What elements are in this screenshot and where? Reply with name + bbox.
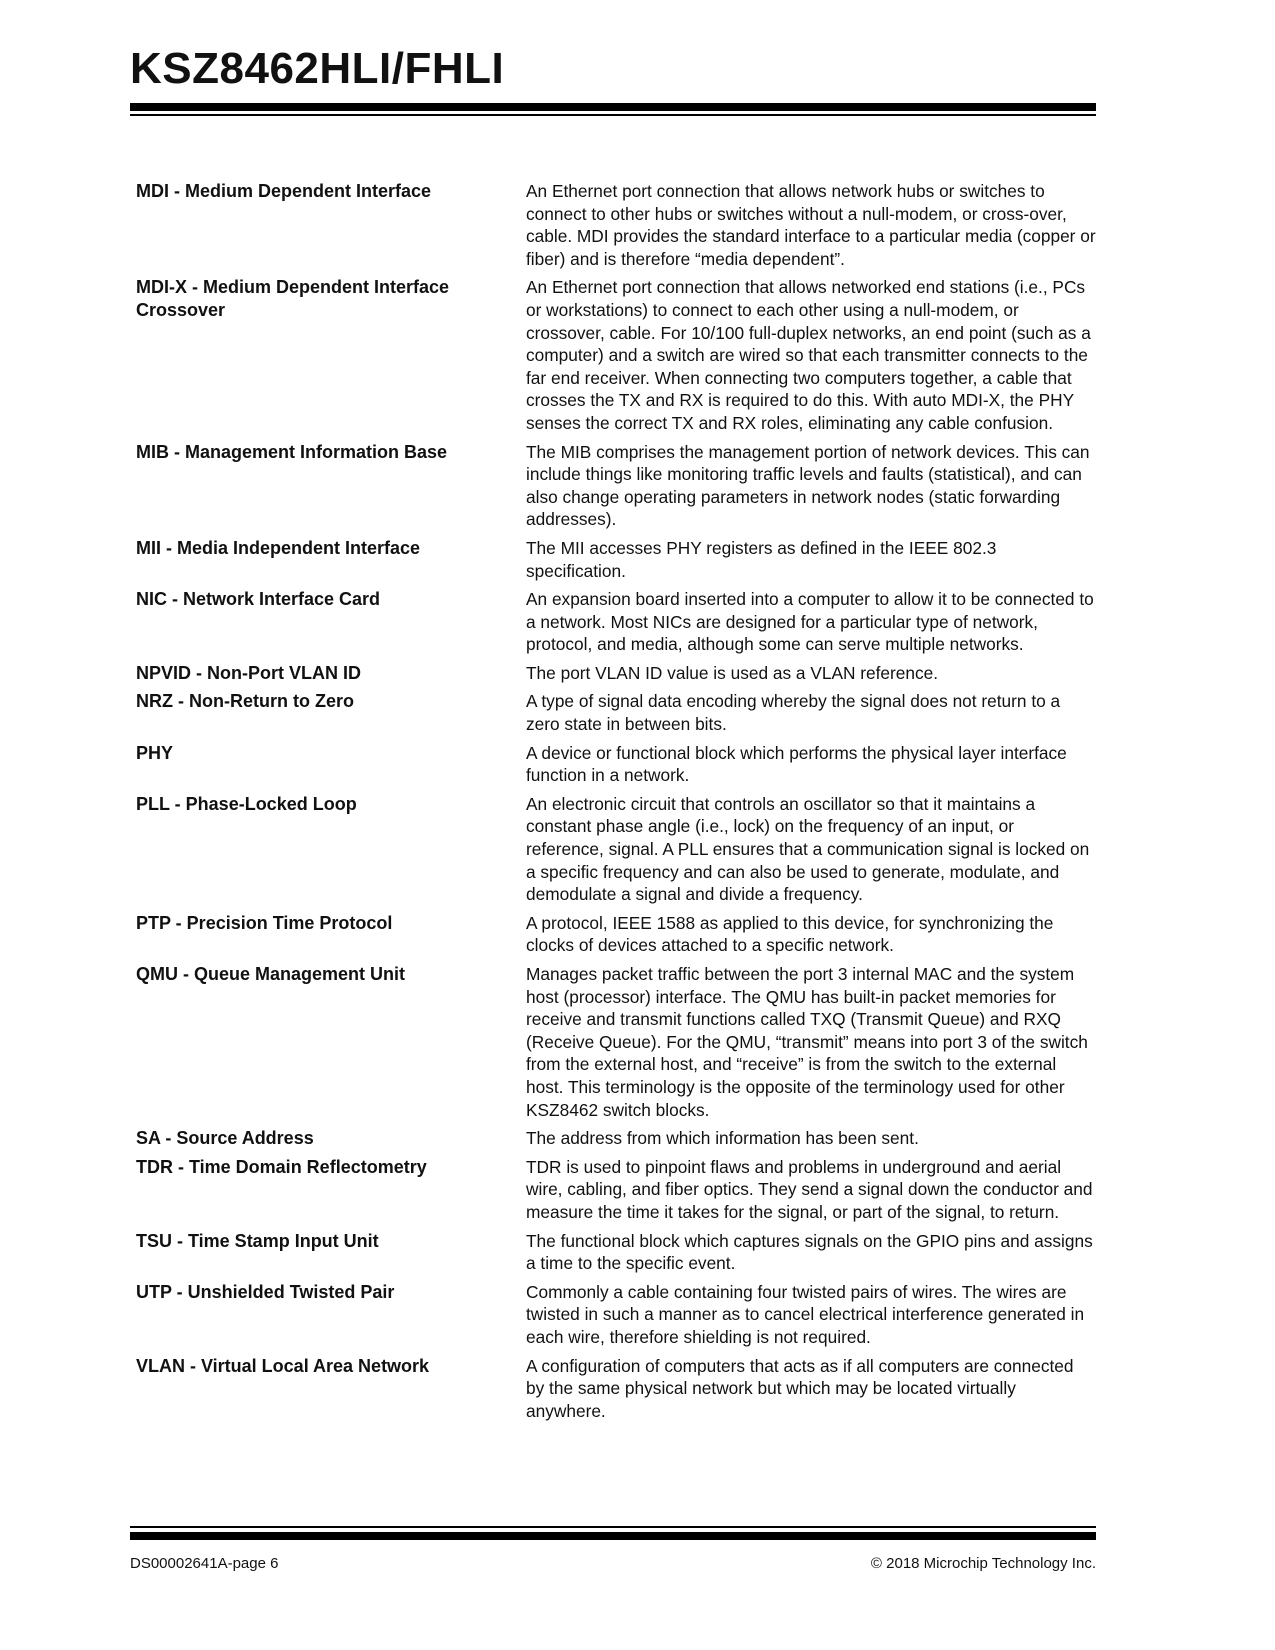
- glossary-definition: Commonly a cable containing four twisted pairs of wires. The wires are twisted in such a manner as to cancel electrical interference generated in each wire, therefore shielding is not required.: [526, 1281, 1085, 1347]
- glossary-definition: A device or functional block which performs the physical layer interface function in a network.: [526, 742, 1067, 786]
- glossary-definition: An electronic circuit that controls an oscillator so that it maintains a constant phase angle (i.e., lock) on the frequency of an input, or reference, signal. A PLL ensures that a communication signal is locked on a specific frequency and can also be used to generate, modulate, and demodulate a signal and divide a frequency.: [526, 793, 1090, 905]
- glossary-term: MIB - Management Information Base: [136, 441, 448, 462]
- glossary-entry-mdi-x: [136, 276, 1096, 434]
- glossary-term: PHY: [136, 742, 174, 763]
- glossary-definition: TDR is used to pinpoint flaws and problems in underground and aerial wire, cabling, and fiber optics. They send a signal down the conductor and measure the time it takes for the signal, or part of the signal, to return.: [526, 1156, 1093, 1222]
- header-rule-thin: [130, 114, 1096, 116]
- glossary-definition: The functional block which captures signals on the GPIO pins and assigns a time to the specific event.: [526, 1230, 1093, 1274]
- glossary-entry-nrz: [136, 690, 1096, 735]
- glossary-definition: Manages packet traffic between the port 3 internal MAC and the system host (processor) interface. The QMU has built-in packet memories for receive and transmit functions called TXQ (Transmit Queue) and RXQ (Receive Queue). For the QMU, “transmit” means into port 3 of the switch from the external host, and “receive” is from the switch to the external host. This terminology is the opposite of the terminology used for other KSZ8462 switch blocks.: [526, 964, 1088, 1120]
- footer-document-id: DS00002641A-page 6: [130, 1555, 279, 1572]
- glossary-definition: A configuration of computers that acts as if all computers are connected by the same physical network but which may be located virtually anywhere.: [526, 1355, 1074, 1421]
- glossary-term: VLAN - Virtual Local Area Network: [136, 1355, 430, 1376]
- glossary-definition: An Ethernet port connection that allows network hubs or switches to connect to other hubs or switches without a null-modem, or cross-over, cable. MDI provides the standard interface to a particular media (copper or fiber) and is therefore “media dependent”.: [526, 181, 1096, 269]
- glossary-definition: The MIB comprises the management portion of network devices. This can include things like monitoring traffic levels and faults (statistical), and can also change operating parameters in network nodes (static forwarding addresses).: [526, 441, 1090, 530]
- footer-rule-thin: [130, 1526, 1096, 1528]
- glossary-list: [136, 180, 1096, 1428]
- glossary-term: PLL - Phase-Locked Loop: [136, 793, 357, 814]
- glossary-definition: The MII accesses PHY registers as defined in the IEEE 802.3 specification.: [526, 537, 997, 581]
- glossary-entry-nic: [136, 588, 1096, 656]
- footer-rule-thick: [130, 1532, 1096, 1540]
- glossary-term: TDR - Time Domain Reflectometry: [136, 1156, 427, 1177]
- glossary-term: MII - Media Independent Interface: [136, 537, 421, 558]
- glossary-entry-vlan: [136, 1355, 1096, 1423]
- document-title: KSZ8462HLI/FHLI: [130, 44, 505, 93]
- glossary-definition: An Ethernet port connection that allows networked end stations (i.e., PCs or workstations) to connect to each other using a null-modem, or crossover, cable. For 10/100 full-duplex networks, an end point (such as a computer) and a switch are wired so that each transmitter connects to the far end receiver. When connecting two computers together, a cable that crosses the TX and RX is required to do this. With auto MDI-X, the PHY senses the correct TX and RX roles, eliminating any cable confusion.: [526, 277, 1091, 433]
- glossary-entry-mib: [136, 441, 1096, 531]
- glossary-term: PTP - Precision Time Protocol: [136, 912, 393, 933]
- glossary-term: NIC - Network Interface Card: [136, 589, 381, 610]
- glossary-term: QMU - Queue Management Unit: [136, 964, 406, 984]
- glossary-entry-utp: [136, 1281, 1096, 1349]
- glossary-entry-tdr: [136, 1156, 1096, 1224]
- glossary-entry-pll: [136, 793, 1096, 906]
- glossary-term: NPVID - Non-Port VLAN ID: [136, 662, 361, 683]
- footer-copyright: © 2018 Microchip Technology Inc.: [870, 1555, 1096, 1572]
- glossary-definition: A protocol, IEEE 1588 as applied to this device, for synchronizing the clocks of devices attached to a specific network.: [526, 912, 1054, 956]
- glossary-entry-mdi: [136, 180, 1096, 270]
- glossary-term: MDI-X - Medium Dependent Interface Crossover: [136, 277, 450, 320]
- glossary-entry-phy: [136, 742, 1096, 787]
- glossary-term: TSU - Time Stamp Input Unit: [136, 1230, 379, 1251]
- glossary-definition: The address from which information has been sent.: [526, 1128, 919, 1149]
- glossary-entry-npvid: [136, 662, 1096, 685]
- glossary-entry-tsu: [136, 1230, 1096, 1275]
- glossary-entry-ptp: [136, 912, 1096, 957]
- glossary-entry-mii: [136, 537, 1096, 582]
- glossary-definition: A type of signal data encoding whereby the signal does not return to a zero state in between bits.: [526, 691, 1061, 735]
- glossary-term: UTP - Unshielded Twisted Pair: [136, 1281, 395, 1302]
- header-rule-thick: [130, 103, 1096, 111]
- glossary-term: MDI - Medium Dependent Interface: [136, 181, 432, 201]
- glossary-term: SA - Source Address: [136, 1128, 314, 1149]
- glossary-entry-qmu: [136, 963, 1096, 1121]
- glossary-entry-sa: [136, 1127, 1096, 1150]
- glossary-term: NRZ - Non-Return to Zero: [136, 691, 354, 712]
- glossary-definition: The port VLAN ID value is used as a VLAN reference.: [526, 662, 939, 683]
- glossary-definition: An expansion board inserted into a computer to allow it to be connected to a network. Most NICs are designed for a particular type of network, protocol, and media, although some can serve multiple networks.: [526, 589, 1094, 655]
